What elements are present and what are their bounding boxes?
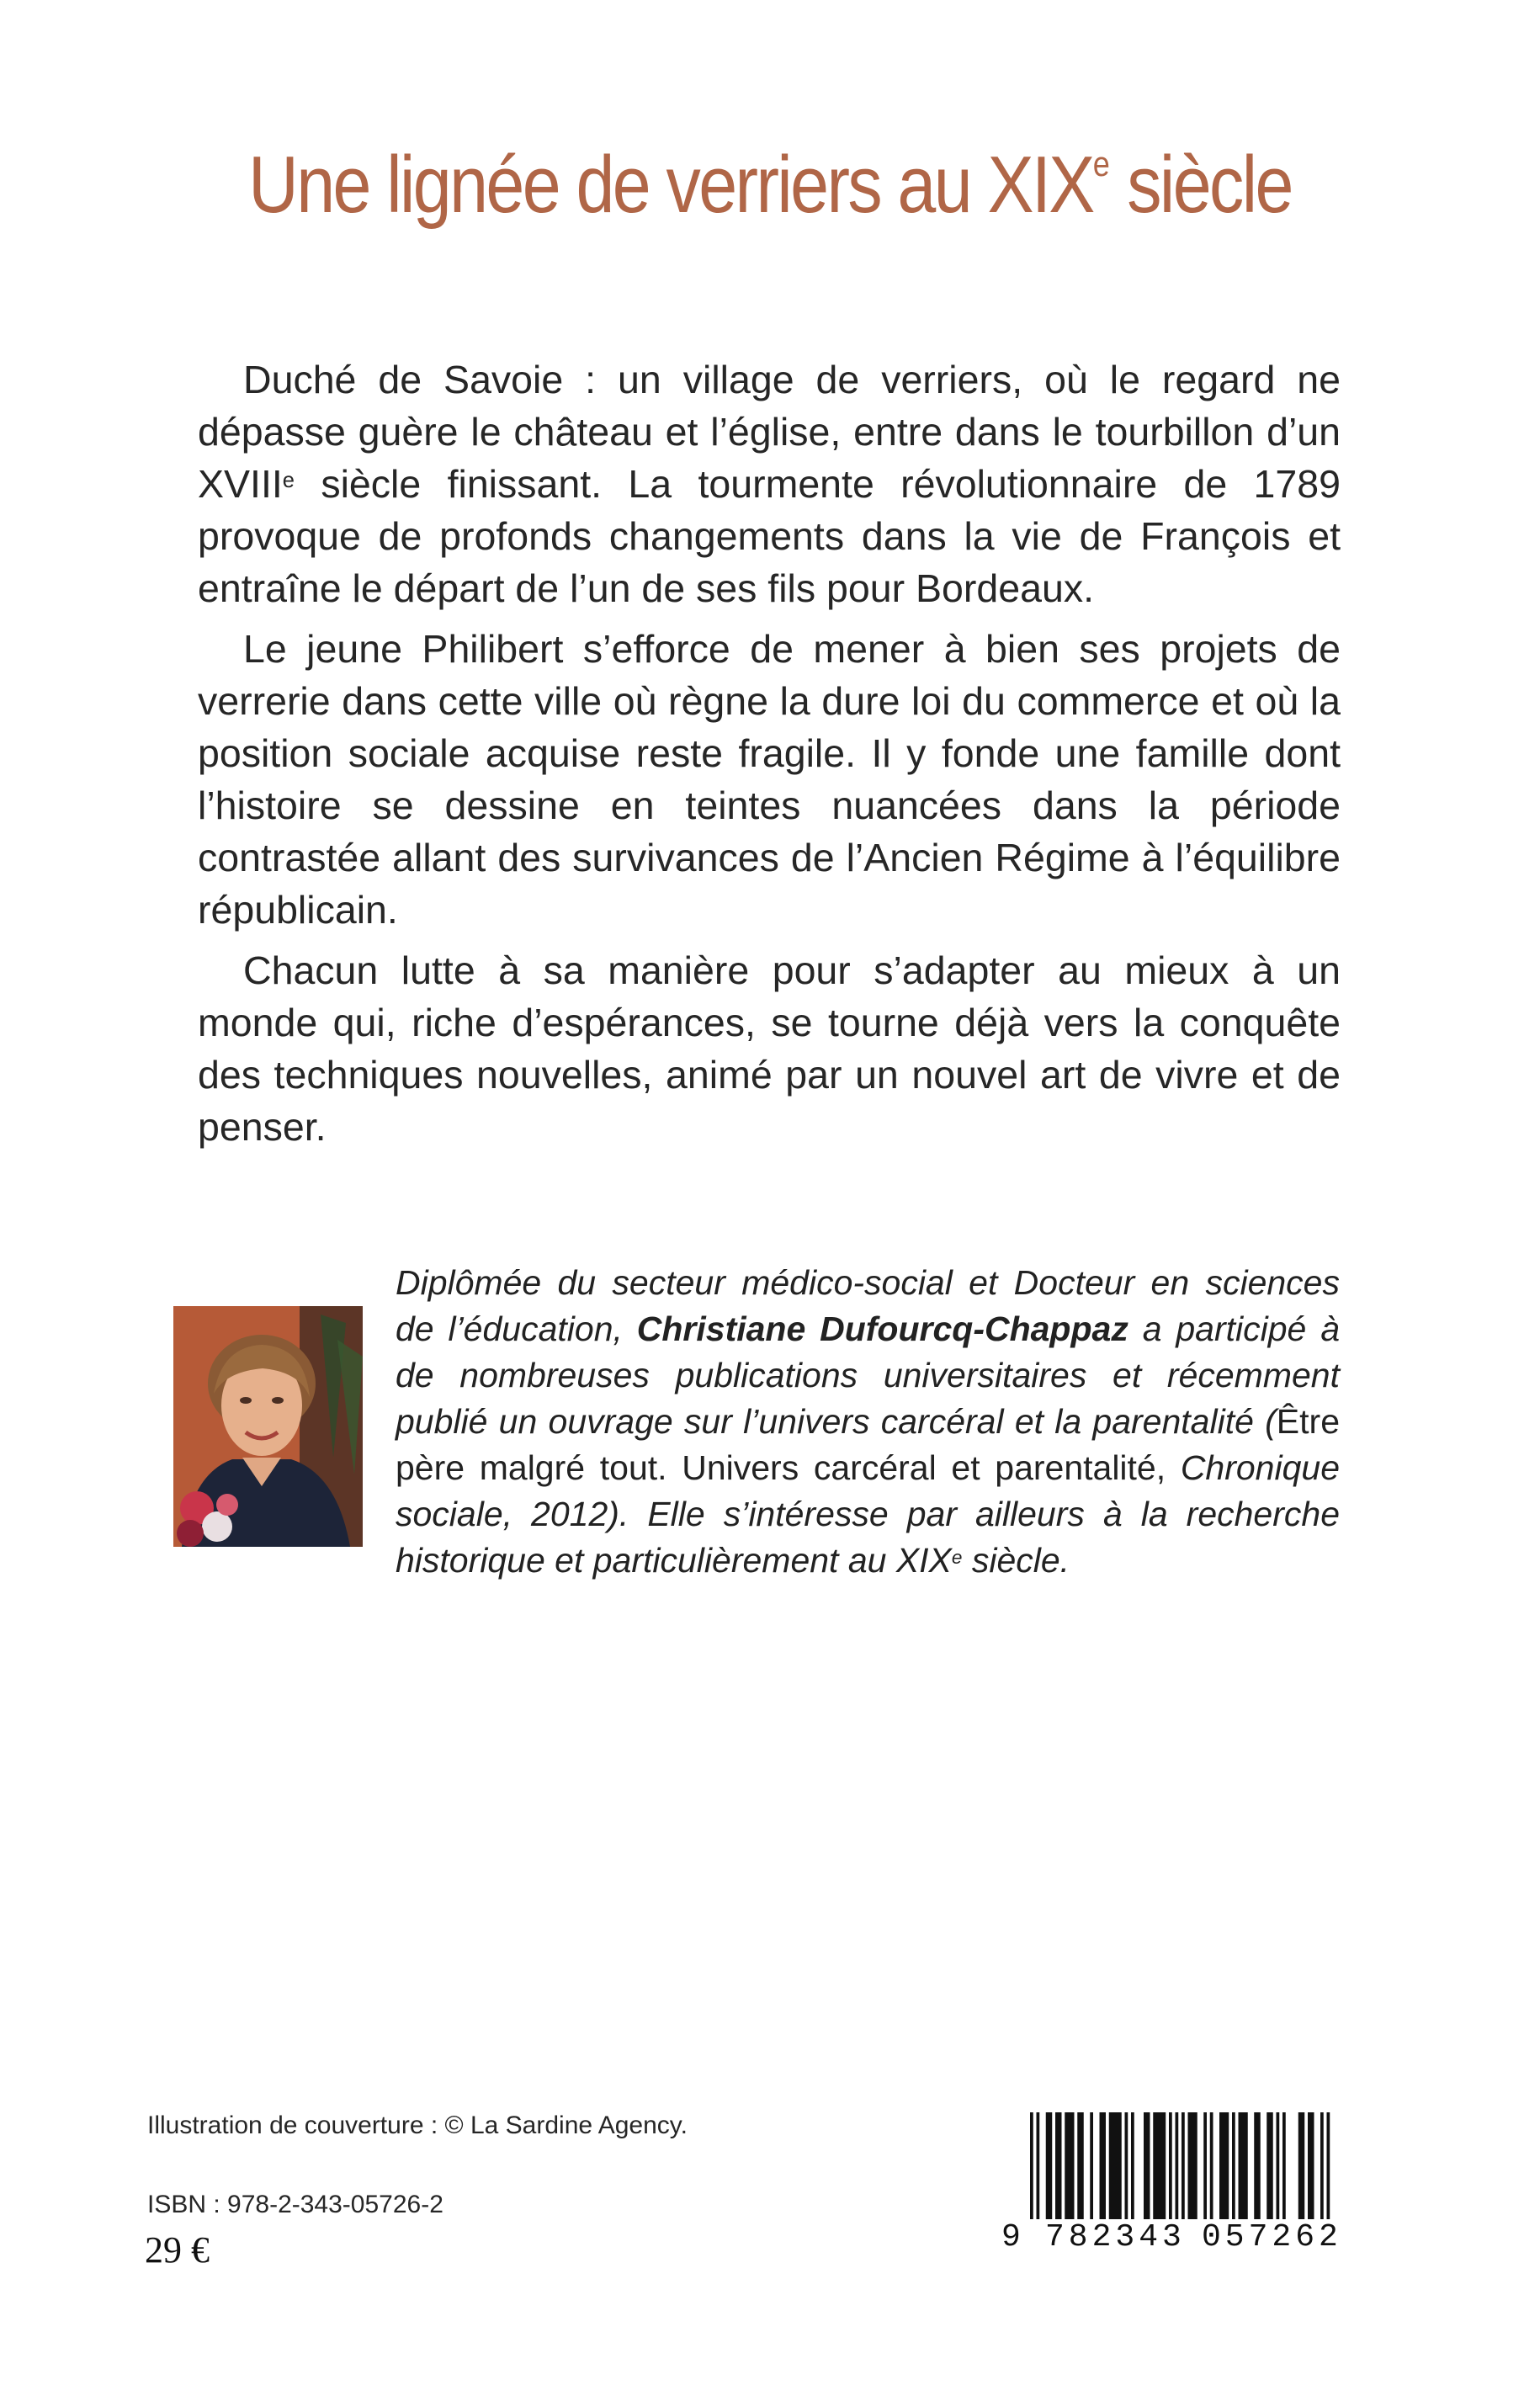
isbn: ISBN : 978-2-343-05726-2 (147, 2191, 443, 2218)
blurb-p1-text-b: siècle finissant. La tourmente révolutionnaire de 1789 provoque de profonds changements dans la vie de François et entraîne le départ de l’un de ses fils pour Bordeaux. (198, 462, 1341, 610)
blurb-p1-text-a: Duché de Savoie : un village de verriers, où le regard ne dépasse guère le château et l’église, entre dans le tourbillon d’un XVIII (198, 358, 1341, 506)
bio-book-title: Être père malgré tout. Univers carcéral et parentalité, (396, 1402, 1340, 1487)
blurb-paragraph-1 (198, 353, 1341, 614)
author-name: Christiane Dufourcq-Chappaz (636, 1309, 1128, 1348)
back-cover-blurb (198, 353, 1341, 1161)
price: 29 € (145, 2229, 210, 2271)
author-photo (173, 1306, 363, 1547)
bio-text-2: a participé à de nombreuses publications universitaires et récemment publié un ouvrage sur l’univers carcéral et la parentalité ( (396, 1309, 1340, 1441)
title-tail: siècle (1109, 140, 1292, 230)
blurb-paragraph-3: Chacun lutte à sa manière pour s’adapter au mieux à un monde qui, riche d’espérances, se tourne déjà vers la conquête des techniques nouvelles, animé par un nouvel art de vivre et de penser. (198, 948, 1341, 1149)
author-biography (396, 1260, 1340, 1584)
bio-text-1: Diplômée du secteur médico-social et Docteur en sciences de l’éducation, (396, 1263, 1340, 1348)
blurb-p1-superscript: e (282, 469, 295, 492)
author-portrait-illustration (173, 1306, 363, 1547)
barcode-left-digits: 782343 (1045, 2219, 1186, 2255)
cover-illustration-credit: Illustration de couverture : © La Sardine Agency. (147, 2111, 688, 2139)
title-main: Une lignée de verriers au XIX (248, 140, 1093, 230)
barcode-lead-digit: 9 (1001, 2219, 1021, 2255)
title-superscript: e (1092, 144, 1110, 183)
barcode (1001, 2107, 1351, 2267)
bio-superscript: e (951, 1547, 963, 1568)
blurb-paragraph-2: Le jeune Philibert s’efforce de mener à bien ses projets de verrerie dans cette ville où règne la dure loi du commerce et où la position sociale acquise reste fragile. Il y fonde une famille dont l’histoire se dessine en teintes nuancées dans la période contrastée allant des survivances de l’Ancien Régime à l’équilibre républicain. (198, 627, 1341, 932)
bio-text-3: Chronique sociale, 2012). Elle s’intéresse par ailleurs à la recherche historique et particulièrement au XIX (396, 1448, 1340, 1580)
barcode-digits (1001, 2219, 1351, 2261)
book-title (108, 139, 1432, 231)
bio-text-4: siècle. (962, 1541, 1070, 1580)
barcode-right-digits: 057262 (1202, 2219, 1342, 2255)
